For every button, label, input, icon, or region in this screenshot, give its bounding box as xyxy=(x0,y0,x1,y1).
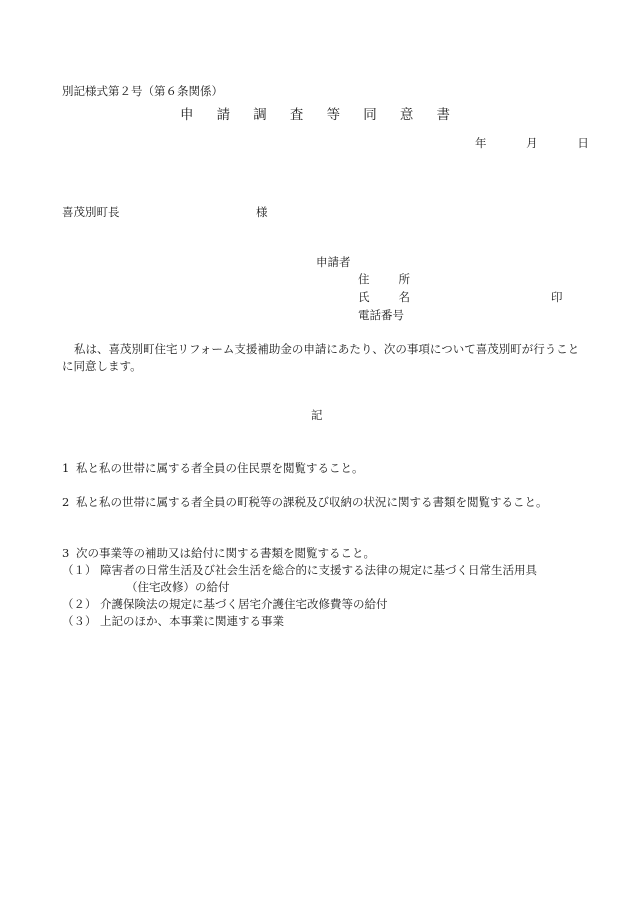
ki-mark: 記 xyxy=(311,408,323,422)
address-label-char: 所 xyxy=(398,272,410,286)
title-char: 査 xyxy=(289,107,304,123)
date-month-label: 月 xyxy=(526,136,538,150)
sub-item-text: 介護保険法の規定に基づく居宅介護住宅改修費等の給付 xyxy=(100,597,388,611)
sub-item xyxy=(62,562,582,595)
date-day-label: 日 xyxy=(577,136,589,150)
item-number: 2 xyxy=(62,495,70,509)
title-char: 申 xyxy=(180,107,194,123)
item-number: 1 xyxy=(62,461,70,475)
form-number: 別記様式第２号（第６条関係） xyxy=(62,84,223,98)
item-text: 次の事業等の補助又は給付に関する書類を閲覧すること。 xyxy=(76,546,375,560)
phone-label xyxy=(358,308,410,324)
date-year-label: 年 xyxy=(475,136,487,150)
document-title xyxy=(180,106,450,124)
name-label-char: 氏 xyxy=(358,290,370,304)
name-label xyxy=(358,290,410,306)
title-char: 同 xyxy=(363,107,377,123)
sub-item xyxy=(62,596,582,613)
list-item xyxy=(62,460,580,477)
title-char: 意 xyxy=(399,107,414,123)
sub-item xyxy=(62,613,582,630)
sub-item-text: 上記のほか、本事業に関連する事業 xyxy=(100,614,284,628)
item-number: 3 xyxy=(62,546,70,560)
title-char: 等 xyxy=(326,107,341,123)
addressee-honorific: 様 xyxy=(256,205,268,219)
title-char: 書 xyxy=(436,107,450,123)
title-char: 調 xyxy=(253,107,267,123)
sub-item-number: （１） xyxy=(62,563,97,577)
address-label xyxy=(358,272,410,288)
addressee-name: 喜茂別町長 xyxy=(62,205,120,219)
list-item xyxy=(62,545,580,562)
address-label-char: 住 xyxy=(358,272,370,286)
applicant-label: 申請者 xyxy=(316,255,351,269)
seal-mark: 印 xyxy=(551,290,563,304)
item-text: 私と私の世帯に属する者全員の住民票を閲覧すること。 xyxy=(76,461,364,475)
name-label-char: 名 xyxy=(398,290,410,304)
sub-item-number: （３） xyxy=(62,614,97,628)
consent-body: 私は、喜茂別町住宅リフォーム支援補助金の申請にあたり、次の事項について喜茂別町が行うことに同意します。 xyxy=(62,342,580,374)
item-text: 私と私の世帯に属する者全員の町税等の課税及び収納の状況に関する書類を閲覧すること。 xyxy=(76,495,548,509)
date-line xyxy=(475,136,589,152)
list-item xyxy=(62,494,580,511)
sub-item-number: （２） xyxy=(62,597,97,611)
sub-item-text-line: 障害者の日常生活及び社会生活を総合的に支援する法律の規定に基づく日常生活用具 xyxy=(100,563,537,577)
title-char: 請 xyxy=(216,107,231,123)
sub-item-text-line: （住宅改修）の給付 xyxy=(126,580,230,595)
phone-label-text: 電話番号 xyxy=(358,308,404,322)
sub-item-text xyxy=(100,562,582,597)
